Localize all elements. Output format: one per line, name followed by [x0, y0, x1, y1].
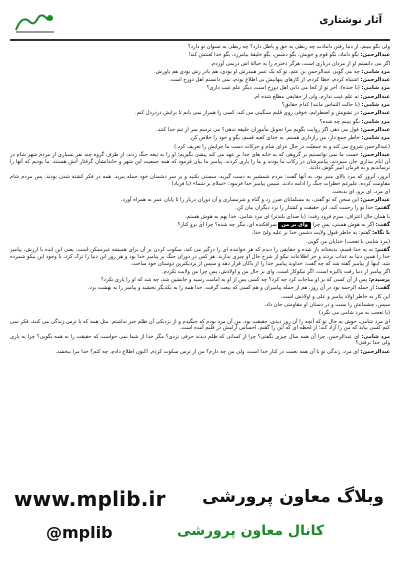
- speaker-label: مرد شامی:: [361, 135, 390, 142]
- paragraph: [10, 110, 390, 117]
- speaker-label: مرد شامی:: [361, 118, 390, 125]
- speaker-label: گفت:: [375, 285, 390, 292]
- paragraph: [10, 102, 390, 109]
- paragraph-text: سپس، چشمانش را بست و در دستان او مقاومتی جان داد.: [264, 302, 390, 308]
- paragraph: [10, 269, 390, 276]
- paragraph: [10, 69, 390, 76]
- paragraph-text: (مرد شامی با تعجب) خدایان من گویی.: [306, 238, 390, 245]
- paragraph-text: اگر می دانستم او از مردان درباری است، هرگز دخترم را به حبالهٔ اش درنمی آوردم.: [210, 60, 390, 67]
- highlighted-phrase: وای بر من: [278, 222, 310, 229]
- paragraph-text: (با حالت التماس مانند) کدام حقایق؟: [281, 102, 360, 109]
- channel-handle[interactable]: @mplib: [46, 523, 113, 542]
- paragraph: [10, 174, 390, 188]
- paragraph-text: این کار به خاطر اولاد پیامبر و علی و اولادش است.: [280, 293, 390, 300]
- paragraph-text: اگر به هوش هستی، پس چرا: [312, 222, 375, 229]
- paragraph: [10, 247, 390, 267]
- paragraph-text: در تشویش و اضطرابم، خوفی روی قلبم سنگینی می کند، کسی را همراز نمی یابم تا برایش دردردل کنم.: [134, 110, 359, 117]
- paragraph-text-tail: سرافکنده ای، مگر چه شده؟ چرا ای برو کنار؟: [177, 222, 277, 229]
- paragraph: [10, 152, 390, 172]
- paragraph: [10, 239, 390, 246]
- paragraph-text: چه می گویی عبدالرحمن بن عثم، تو که یک عمر همدرش او بودی، هم بادر زش بودی هم یاورش.: [154, 68, 360, 75]
- paragraph-text: بگو ببینم چه شده؟: [319, 118, 360, 125]
- paragraph: [10, 144, 390, 151]
- speaker-label: عبدالرحمن:: [360, 52, 390, 59]
- paragraph: [10, 119, 390, 126]
- paragraph-text: با همان حال اعتراف، سرم فرود رفت: (با صدای بلندتر) ای مرد شامی، خدا بهم به هوش هستم.: [185, 213, 390, 220]
- paragraph-text: از جمله الرحمه بود در آن روز، هم از جمله پیامبران و هم کسی که بیعت گرفت. خدا همه را به یکدیگر بخشید و پیامبر را به بهشت برد.: [87, 285, 375, 292]
- header-divider: [10, 39, 390, 41]
- speaker-label: عبدالرحمن:: [360, 348, 390, 355]
- paragraph: [10, 205, 390, 212]
- paragraph: [10, 189, 390, 196]
- paragraph: [10, 52, 390, 59]
- paragraph-text: نگو داماد، نگو قوم و خویش، بگو دشمن، بگو خلیفهٔ بیامرزد، بگو خدا لعنتش کند!: [188, 52, 359, 59]
- paragraph-text: (عبدالرحمن شروع می کند و به جمعیّت در حال عزای شام و حرکات دست ما جرایش را تعریف کرد.): [174, 143, 390, 150]
- paragraph-text: آنروز، آنروز که مرد بالای منبر بود، به آنها گفت: مردم شمشیر به دست گیرید، سستی نکنید و بر سر دشمنان خود حمله ببرید. همه در فکر کشته شدن بودند. پس مردم شام مقاومت کرده، علیرغم خطرات جنگ را ادامه دادند. سپس پیامبر خدا فرمود: «سلام بر شما» (با فریاد): [10, 173, 390, 187]
- paragraph-text: گفتم: به خاطر قبول ولایت دشمن خدا بر علیه ولیّ خدا.: [251, 230, 371, 237]
- speaker-label: عبدالرحمن:: [360, 151, 390, 158]
- paragraph-text: اگر پیامبر از دنیا رفت پاکیزه است، اگر نیکوکار است، وای بر حال من و اولادش، پس چرا من ولایت نکردم.: [161, 268, 390, 275]
- speaker-label: عبدالرحمن:: [360, 77, 390, 84]
- speaker-label: مرد شامی:: [361, 85, 390, 92]
- channel-name: کانال معاون پرورشی: [177, 523, 324, 539]
- paragraph-text: (با تعجب به مرد شامی می نگرد): [318, 310, 390, 317]
- paragraph: [10, 135, 390, 142]
- logo-mark-icon: [12, 10, 58, 36]
- paragraph: [10, 349, 390, 356]
- paragraph-text: نه به خدا قسم، بدبختانه باز شده و حقایقی را دیدم که هر خواننده ای را درگیر می کند، سکوت کردن بر آن برای همیشه غیرممکن است، یعنی این ایده با ارزش، پیامبر خدا را همین دنیا به عذاب بردند و جز اطلاعات نیکو از شرح حال او چیزی ندارند. هر کس در دوران جنگ بر پیامبر خدا بود و هر روز این دنیا را ترک کرد، با وجود این نیکو شمرده شد. اینها از پیامبر گفته شد که چه گفت: خداوند پیامبر خدا را از پاکان قرار دهد و سپس از نزدیکترین دوستان خود ساخت.: [10, 246, 390, 267]
- paragraph: [10, 94, 390, 101]
- paragraph: [10, 222, 390, 229]
- speaker-label: عبدالرحمن:: [360, 126, 390, 133]
- speaker-label: گفت:: [375, 222, 390, 229]
- speaker-label: مرد شامی:: [361, 102, 390, 109]
- speaker-label: پرسیدم:: [368, 277, 390, 284]
- paragraph: [10, 334, 390, 348]
- paragraph-text: نه علم غیب ندارم، ولی از حقایقی مطلع شده ام.: [253, 93, 359, 100]
- speaker-label: با نگاه:: [372, 230, 390, 237]
- page-header: [6, 6, 394, 40]
- paragraph-text: ای عبدالرحمن، چرا آن همه سال چیزی نگفتی؟ چرا از کسانی که ظلم دیدند حرفی نزدی؟ مگر خدا از شما نمی خواست که حقیقت را به همه بگویی؟ چرا به یاری ولی خدا نرفتی؟: [10, 333, 390, 347]
- paragraph: [10, 197, 390, 204]
- paragraph-text: (با خنده): آخر تو از کجا می دانی اهل دوزخ است، دیگر علم غیب داری؟: [206, 85, 360, 92]
- document-body: [10, 44, 390, 471]
- paragraph: [10, 294, 390, 301]
- page-footer: [6, 473, 394, 559]
- website-url[interactable]: www.mplib.ir: [14, 487, 166, 511]
- paragraph-text: اشتباه کردم، خطا کردم، از کارهای پنهانیش بی اطلاع بودم، نمی دانستم اهل دوزخ است.: [169, 77, 359, 84]
- blog-name: وبلاگ معاون پرورشی: [202, 487, 384, 507]
- paragraph: [10, 127, 390, 134]
- paragraph: [10, 230, 390, 237]
- paragraph-text: خاطر جمع دار، من رازداری هستم. به خدای کعبه قسم، بگو و خود را خلاص کن.: [189, 135, 360, 142]
- speaker-label: عبدالرحمن:: [360, 110, 390, 117]
- paragraph: [10, 319, 390, 333]
- page-title: آثار نوشتاری: [313, 15, 388, 26]
- speaker-label: گفتم:: [374, 246, 390, 253]
- paragraph-text: ای مرد شامی، خوش به حال تو که آنچه را آن روز دیدی، حقیقت بود. من آن مرد بودم که جنگیدم و از نزدیکی آن ظلم خبر نداشتم. مثل همه که با ترس زندگی می کنند، فکر نمی کنم کسی بیاید که من را آزاد کند؛ از لحظه ای که این را گفتم، احساس آرامش در قلبم آمده است.: [10, 318, 390, 332]
- document-page: [6, 6, 394, 559]
- paragraph-text: ولی بگو ببینم، از دنیا رفتن دامادت چه ربطی به حق و باطل دارد؟ چه ربطی به تسوان تو دارد؟: [187, 44, 390, 50]
- speaker-label: مرد شامی:: [361, 333, 390, 340]
- paragraph: [10, 85, 390, 92]
- paragraph-text: حسب ما نمی توانستیم بر گروهی که به خانه های خدا بر عهد می کند پیشی بگیریم؛ او را به تیغه جنگ زدند، از طرف گروه چند نفر بسیاری از مردم شهر شام در آن ایام بیداری جان سپردند، پیامبرشان در رکاب ما بودند و ما را یاری کردند. پیامبر ما بیان فرمود که همه جمعیت این شهر و خاندانشان گرفتار آتش هستند. ما بودیم که آنها را ترساندیم و به فرمان امیر گوش دادند.: [10, 151, 390, 172]
- paragraph-text: پس از آن کسی که بر او مناجات کرد چه کرد؟ چه کسی پس از او به امامت رسید و جانشین شد، چه شد که او را یاری نکرد؟: [101, 277, 368, 284]
- paragraph: [10, 285, 390, 292]
- paragraph: [10, 302, 390, 309]
- paragraph: [10, 77, 390, 84]
- paragraph-text: ای مرد، ای برو، ای بدبخت.: [331, 188, 390, 195]
- paragraph-text: قول می دهی اگر روایت بگویم مرا تحویل مأموران خلیفه ندهی؟ می ترسم سر از تنم جدا کنند.: [156, 126, 359, 133]
- speaker-label: مرد شامی:: [361, 68, 390, 75]
- paragraph-text: خدا تو را رحمت کند، این حقیقت و کشتار را نزد دیگران بیان کن.: [235, 205, 374, 212]
- paragraph: [10, 44, 390, 51]
- publisher-logo: [12, 10, 58, 36]
- speaker-label: عبدالرحمن:: [360, 197, 390, 204]
- paragraph: [10, 214, 390, 221]
- paragraph-text: ای مرد، زندگی تو با آن همه نعمت در کنار خدا است، ولی من چه دارم؟ من از ترس سکوت کردم. اکنون اطلاع دادم، چه کنم؟ خدا مرا ببخشد.: [55, 348, 359, 355]
- paragraph: [10, 61, 390, 68]
- paragraph-text: این سخن که تو گفتی، به مسلمانان ضرر زد و گناه و شرمساری و آن دوران دربار را تا پایان عمر به همراه آورد.: [121, 197, 359, 204]
- speaker-label: گفتم:: [374, 205, 390, 212]
- paragraph: [10, 310, 390, 317]
- speaker-label: عبدالرحمن:: [360, 93, 390, 100]
- paragraph: [10, 277, 390, 284]
